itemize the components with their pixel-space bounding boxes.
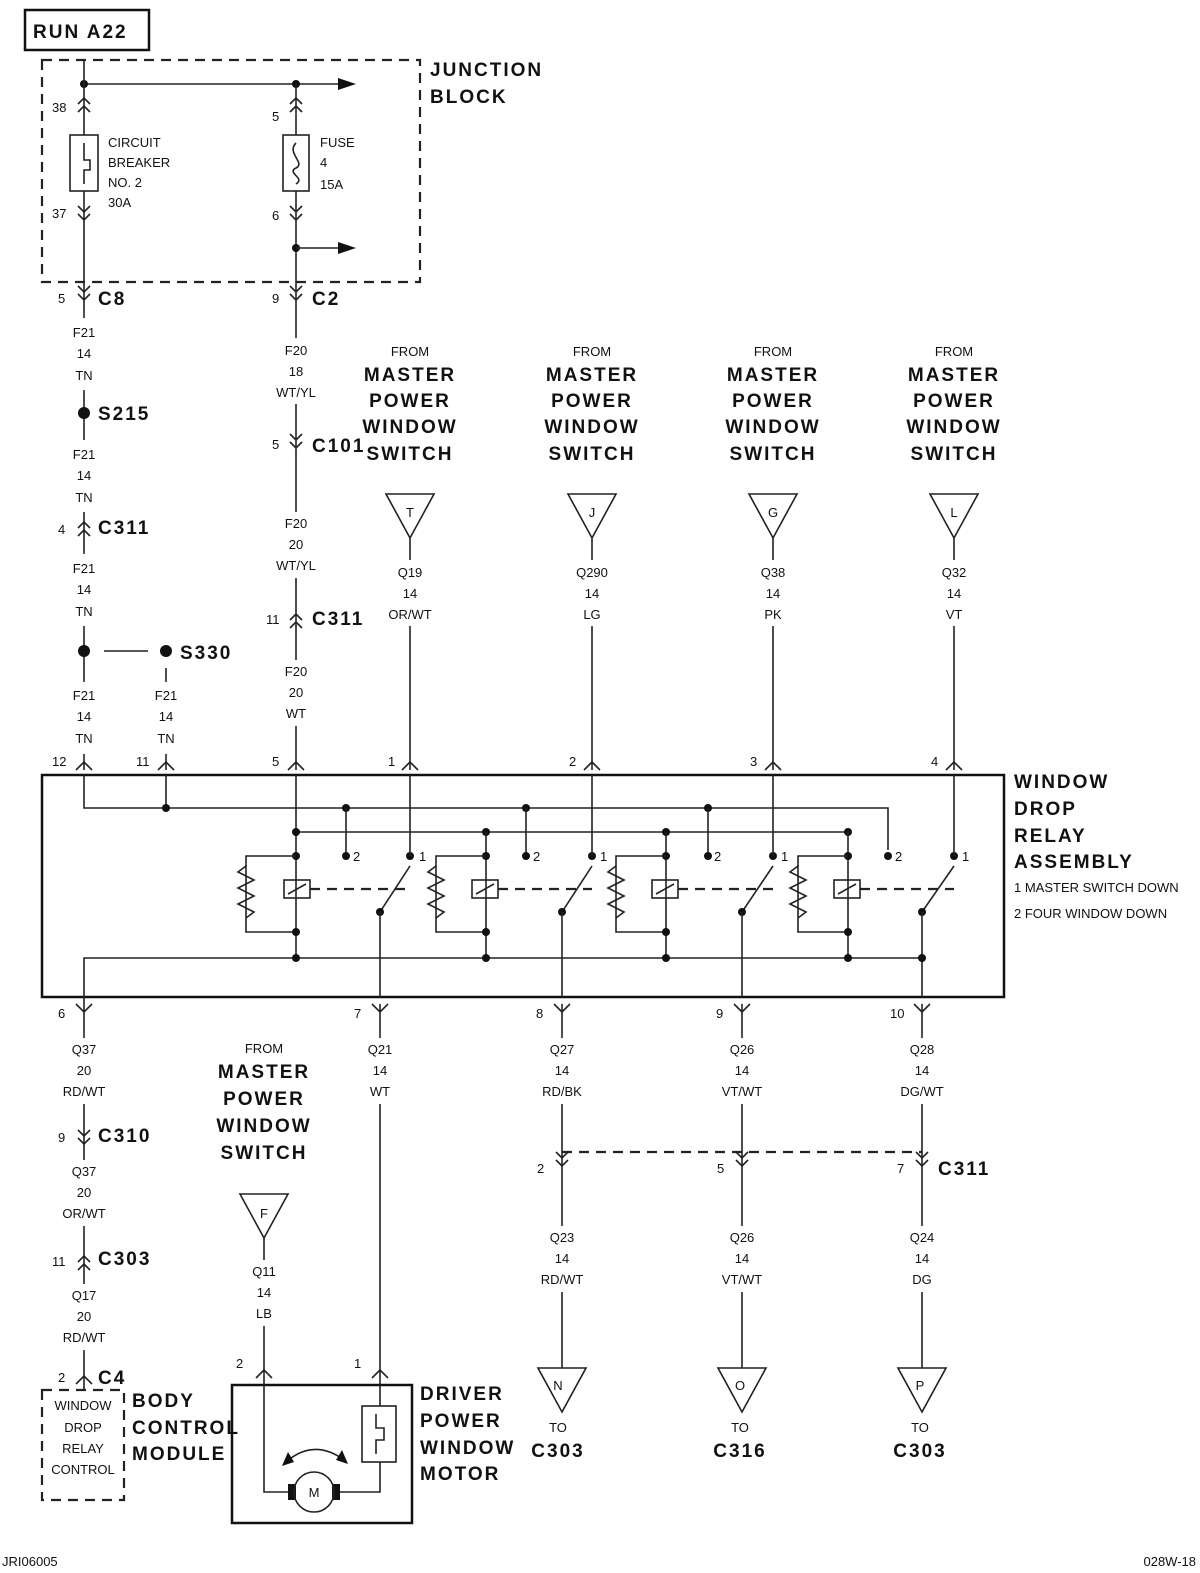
from-label: FROM	[753, 344, 793, 359]
wire-label: Q21	[367, 1042, 393, 1057]
connector-c311-label-3: C311	[938, 1159, 991, 1180]
master-switch-label: WINDOW	[216, 1116, 312, 1137]
pin-label: 6	[58, 1006, 66, 1021]
wire-label: VT/WT	[721, 1272, 763, 1287]
contact-label: 2	[353, 849, 361, 864]
pin-label: 1	[388, 754, 396, 769]
wire-label: 14	[914, 1063, 930, 1078]
bcm-label: CONTROL	[132, 1418, 240, 1439]
wire-label: 14	[76, 709, 92, 724]
wire-label: 14	[584, 586, 600, 601]
wire-label: 14	[402, 586, 418, 601]
motor-breaker-icon	[362, 1406, 396, 1462]
output-to: TO	[731, 1420, 749, 1435]
wire-label: 14	[765, 586, 781, 601]
rotation-arrow-icon	[286, 1449, 344, 1462]
pin-label: 5	[717, 1161, 725, 1176]
connector-c4-label: C4	[98, 1368, 127, 1389]
wire-label: DG/WT	[900, 1084, 944, 1099]
breaker-label: BREAKER	[108, 155, 171, 170]
wire-label: F21	[72, 447, 96, 462]
contact-label: 2	[533, 849, 541, 864]
pin-label: 5	[58, 291, 66, 306]
pin-label: 12	[52, 754, 67, 769]
motor-label: POWER	[420, 1411, 502, 1432]
fuse-label: FUSE	[320, 135, 355, 150]
master-switch-label: WINDOW	[362, 417, 458, 438]
relay-bottom-pins	[76, 1004, 930, 1012]
output-to: TO	[911, 1420, 929, 1435]
pin-label: 2	[58, 1370, 66, 1385]
wire-label: TN	[75, 604, 93, 619]
wire-label: TN	[75, 731, 93, 746]
pin-label: 2	[537, 1161, 545, 1176]
motor-label: MOTOR	[420, 1464, 501, 1485]
wire-label: 14	[372, 1063, 388, 1078]
title-label: RUN A22	[33, 22, 128, 43]
wire-label: 14	[734, 1063, 750, 1078]
wire-label: WT	[285, 706, 307, 721]
from-label: FROM	[244, 1041, 284, 1056]
master-switch-label: POWER	[732, 391, 814, 412]
master-switch-label: MASTER	[363, 365, 457, 386]
wire-label: Q28	[909, 1042, 935, 1057]
pin-label: 11	[52, 1254, 66, 1269]
connector-c311-label-2: C311	[312, 609, 365, 630]
wire-label: 18	[288, 364, 304, 379]
footer-left: JRI06005	[2, 1554, 58, 1569]
wire-label: F21	[154, 688, 178, 703]
splice-s215-icon	[78, 407, 90, 419]
relay-top-pins	[76, 762, 962, 770]
wire-label: RD/WT	[540, 1272, 584, 1287]
wire-label: LB	[256, 1306, 272, 1321]
connector-letter: G	[767, 505, 779, 520]
motor-label: DRIVER	[420, 1384, 504, 1405]
wire-label: OR/WT	[62, 1206, 106, 1221]
master-switch-label: SWITCH	[366, 444, 454, 465]
pin-label: 7	[897, 1161, 905, 1176]
wire-label: 14	[76, 468, 92, 483]
master-switch-label: WINDOW	[725, 417, 821, 438]
connector-c303-label: C303	[98, 1249, 152, 1270]
wire-label: VT/WT	[721, 1084, 763, 1099]
junction-block-label: JUNCTION	[430, 60, 544, 81]
wire-label: RD/WT	[62, 1084, 106, 1099]
contact-label: 1	[962, 849, 970, 864]
wire-label: VT	[945, 607, 963, 622]
connector-c101-label: C101	[312, 436, 366, 457]
output-dest: C303	[531, 1441, 585, 1462]
relay-note: 2 FOUR WINDOW DOWN	[1014, 906, 1168, 921]
pin-label: 37	[52, 206, 67, 221]
wire-label: TN	[75, 368, 93, 383]
wire-label: TN	[75, 490, 93, 505]
master-switch-label: POWER	[551, 391, 633, 412]
pin-label: 4	[58, 522, 66, 537]
master-switch-label: WINDOW	[544, 417, 640, 438]
arrow-right-icon	[338, 242, 356, 254]
output-dest: C316	[713, 1441, 767, 1462]
wire-label: Q23	[549, 1230, 575, 1245]
wire-label: Q37	[71, 1164, 97, 1179]
master-switch-label: MASTER	[726, 365, 820, 386]
master-switch-label: WINDOW	[906, 417, 1002, 438]
relay-title: DROP	[1014, 799, 1077, 820]
breaker-label: NO. 2	[108, 175, 142, 190]
contact-label: 2	[895, 849, 903, 864]
wire-label: WT/YL	[276, 558, 316, 573]
wire-label: PK	[764, 607, 782, 622]
motor-pin-label: 1	[354, 1356, 362, 1371]
wire-label: 20	[76, 1185, 92, 1200]
connector-letter: F	[260, 1206, 268, 1221]
output-letter: N	[553, 1378, 563, 1393]
wire-label: Q38	[760, 565, 786, 580]
contact-label: 1	[600, 849, 608, 864]
motor-symbol: M	[308, 1485, 320, 1500]
output-letter: P	[915, 1378, 925, 1393]
wire-label: WT	[369, 1084, 391, 1099]
wire-label: F21	[72, 325, 96, 340]
wire-label: Q26	[729, 1230, 755, 1245]
wire-label: F21	[72, 561, 96, 576]
motor-pin-label: 2	[236, 1356, 244, 1371]
relay-title: ASSEMBLY	[1014, 852, 1134, 873]
wire-label: Q24	[909, 1230, 935, 1245]
master-switch-label: POWER	[369, 391, 451, 412]
contact-label: 2	[714, 849, 722, 864]
pin-label: 38	[52, 100, 67, 115]
bcm-label: BODY	[132, 1391, 195, 1412]
pin-label: 6	[272, 208, 280, 223]
wire-label: DG	[912, 1272, 932, 1287]
pin-label: 9	[272, 291, 280, 306]
wire-label: 14	[256, 1285, 272, 1300]
pin-label: 11	[136, 754, 150, 769]
from-label: FROM	[934, 344, 974, 359]
master-switch-label: MASTER	[545, 365, 639, 386]
connector-c310-label: C310	[98, 1126, 152, 1147]
wire-label: 14	[158, 709, 174, 724]
master-switch-label: SWITCH	[220, 1143, 308, 1164]
wire-label: Q11	[252, 1264, 276, 1279]
master-switch-label: POWER	[913, 391, 995, 412]
junction-block-label-2: BLOCK	[430, 87, 508, 108]
wire-label: Q37	[71, 1042, 97, 1057]
pin-label: 3	[750, 754, 758, 769]
pin-label: 4	[931, 754, 939, 769]
fuse-label: 4	[320, 155, 328, 170]
pin-label: 9	[716, 1006, 724, 1021]
master-switch-label: POWER	[223, 1089, 305, 1110]
connector-c311-label: C311	[98, 518, 151, 539]
contact-label: 1	[781, 849, 789, 864]
wire-label: 14	[554, 1063, 570, 1078]
wire-label: F20	[284, 664, 308, 679]
wire-label: 20	[76, 1309, 92, 1324]
wire-label: 14	[76, 582, 92, 597]
wire-label: WT/YL	[276, 385, 316, 400]
master-switch-label: SWITCH	[729, 444, 817, 465]
wire-label: RD/BK	[542, 1084, 582, 1099]
pin-label: 8	[536, 1006, 544, 1021]
splice-s330-icon	[160, 645, 172, 657]
connector-letter: T	[406, 505, 414, 520]
splice-s330-label: S330	[180, 643, 233, 664]
pin-label: 11	[266, 612, 280, 627]
wire-label: 20	[76, 1063, 92, 1078]
connector-c8-label: C8	[98, 289, 127, 310]
wire-label: Q26	[729, 1042, 755, 1057]
master-switch-label: SWITCH	[910, 444, 998, 465]
contact-label: 1	[419, 849, 427, 864]
wire-label: F20	[284, 516, 308, 531]
wire-label: RD/WT	[62, 1330, 106, 1345]
master-switch-label: MASTER	[217, 1062, 311, 1083]
bcm-inner-label: DROP	[64, 1420, 102, 1435]
output-letter: O	[734, 1378, 746, 1393]
connector-letter: J	[588, 505, 596, 520]
bcm-label: MODULE	[132, 1444, 227, 1465]
connector-letter: L	[950, 505, 958, 520]
relay-title: WINDOW	[1014, 772, 1110, 793]
output-to: TO	[549, 1420, 567, 1435]
breaker-label: CIRCUIT	[108, 135, 161, 150]
pin-label: 9	[58, 1130, 66, 1145]
bcm-inner-label: CONTROL	[51, 1462, 115, 1477]
breaker-label: 30A	[108, 195, 132, 210]
pin-label: 5	[272, 754, 280, 769]
pin-label: 5	[272, 109, 280, 124]
wire-label: OR/WT	[388, 607, 432, 622]
connector-c2-label: C2	[312, 289, 341, 310]
wire-label: 14	[914, 1251, 930, 1266]
from-label: FROM	[572, 344, 612, 359]
wire-label: 14	[946, 586, 962, 601]
wire-label: Q17	[71, 1288, 97, 1303]
wire-label: 20	[288, 685, 304, 700]
wire-label: F21	[72, 688, 96, 703]
master-switch-label: MASTER	[907, 365, 1001, 386]
wire-label: 14	[734, 1251, 750, 1266]
wire-label: TN	[157, 731, 175, 746]
arrow-right-icon	[338, 78, 356, 90]
footer-right: 028W-18	[1143, 1554, 1196, 1569]
pin-label: 2	[569, 754, 577, 769]
pin-label: 5	[272, 437, 280, 452]
from-label: FROM	[390, 344, 430, 359]
relay-title: RELAY	[1014, 826, 1087, 847]
wire-label: Q27	[549, 1042, 575, 1057]
bcm-inner-label: RELAY	[62, 1441, 104, 1456]
wire-label: 14	[554, 1251, 570, 1266]
wire-label: F20	[284, 343, 308, 358]
wire-label: 20	[288, 537, 304, 552]
pin-label: 7	[354, 1006, 362, 1021]
wire-label: LG	[583, 607, 601, 622]
motor-label: WINDOW	[420, 1438, 516, 1459]
bcm-inner-label: WINDOW	[54, 1398, 112, 1413]
master-switch-label: SWITCH	[548, 444, 636, 465]
output-dest: C303	[893, 1441, 947, 1462]
pin-label: 10	[890, 1006, 905, 1021]
fuse-label: 15A	[320, 177, 344, 192]
wire-label: Q32	[941, 565, 967, 580]
splice-s215-label: S215	[98, 404, 151, 425]
relay-note: 1 MASTER SWITCH DOWN	[1014, 880, 1179, 895]
wire-label: Q19	[397, 565, 423, 580]
wire-label: 14	[76, 346, 92, 361]
wire-label: Q290	[576, 565, 608, 580]
